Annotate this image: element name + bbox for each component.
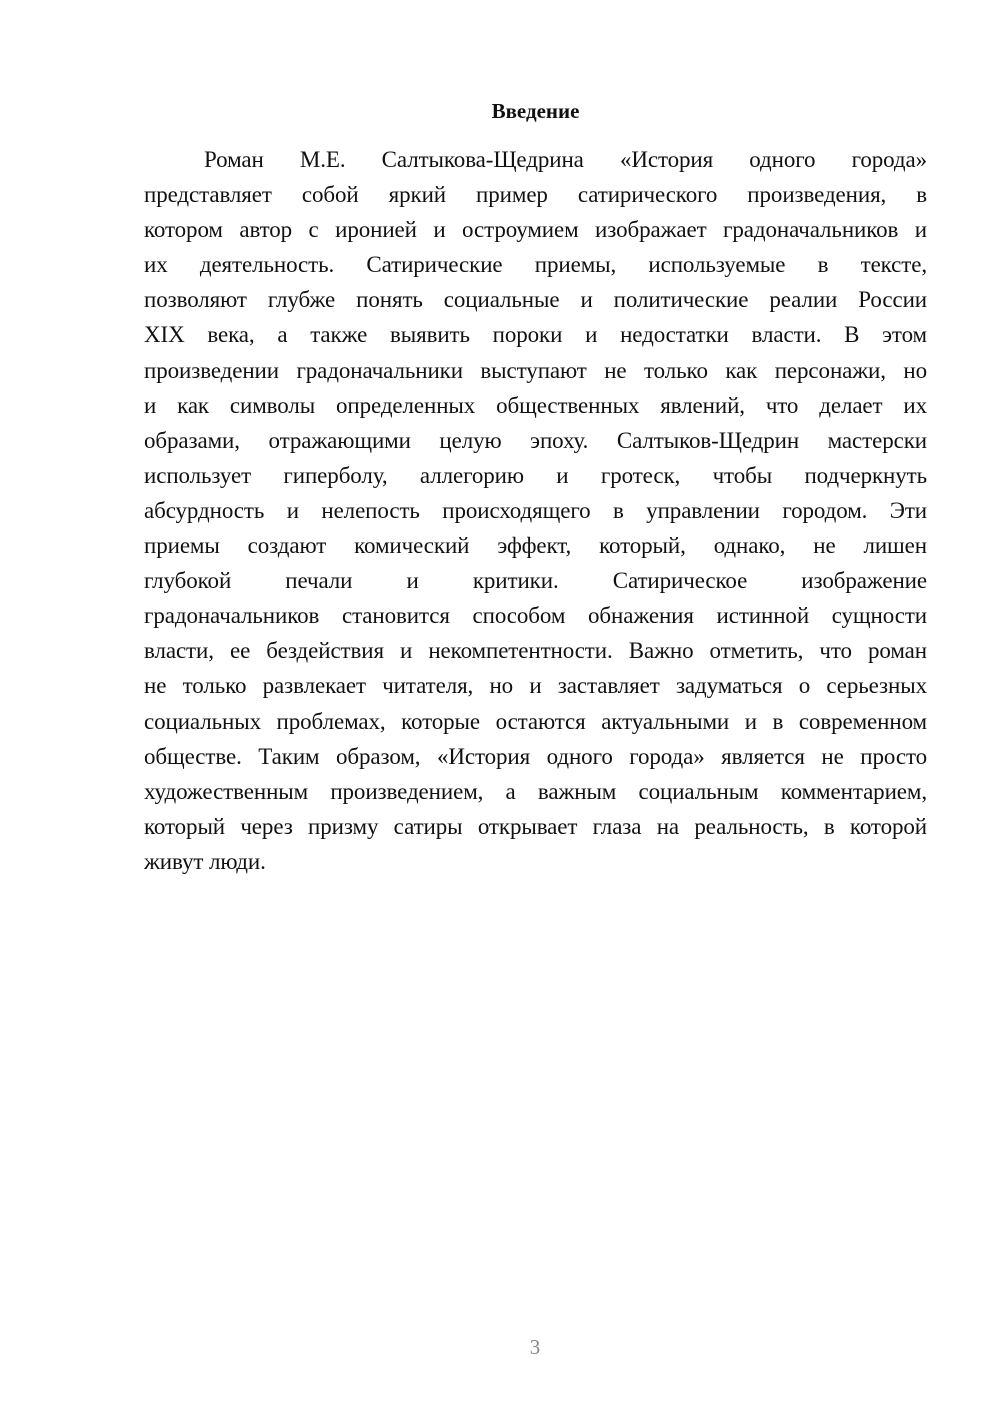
paragraph-line: XIX века, а также выявить пороки и недостатки власти. В этом (144, 322, 927, 348)
page-number: 3 (529, 1335, 541, 1359)
paragraph-line: который через призму сатиры открывает глаза на реальность, в которой (144, 813, 927, 839)
paragraph-line: их деятельность. Сатирические приемы, используемые в тексте, (144, 252, 927, 278)
paragraph-line: котором автор с иронией и остроумием изображает градоначальников и (144, 217, 927, 243)
paragraph-line: Роман М.Е. Салтыкова-Щедрина «История одного города» (204, 147, 927, 172)
paragraph-line: использует гиперболу, аллегорию и гротеск, чтобы подчеркнуть (144, 462, 927, 488)
paragraph-line: обществе. Таким образом, «История одного города» является не просто (144, 743, 927, 769)
paragraph-line: художественным произведением, а важным социальным комментарием, (144, 778, 927, 804)
paragraph-line: градоначальников становится способом обнажения истинной сущности (144, 603, 927, 629)
paragraph-line: произведении градоначальники выступают не только как персонажи, но (144, 357, 927, 383)
paragraph-line: образами, отражающими целую эпоху. Салтыков-Щедрин мастерски (144, 427, 927, 453)
paragraph-line: позволяют глубже понять социальные и политические реалии России (144, 287, 927, 313)
paragraph-line: власти, ее бездействия и некомпетентности. Важно отметить, что роман (144, 638, 927, 664)
paragraph-line: представляет собой яркий пример сатирического произведения, в (144, 182, 927, 208)
paragraph-line: живут люди. (144, 848, 266, 874)
paragraph-line: абсурдность и нелепость происходящего в управлении городом. Эти (144, 497, 927, 523)
paragraph-line: глубокой печали и критики. Сатирическое изображение (144, 568, 927, 594)
body-paragraph (144, 142, 927, 879)
paragraph-line: и как символы определенных общественных явлений, что делает их (144, 392, 927, 418)
section-heading: Введение (491, 99, 580, 123)
paragraph-line: не только развлекает читателя, но и заставляет задуматься о серьезных (144, 673, 927, 699)
paragraph-line: социальных проблемах, которые остаются актуальными и в современном (144, 708, 927, 734)
paragraph-line: приемы создают комический эффект, который, однако, не лишен (144, 533, 927, 559)
